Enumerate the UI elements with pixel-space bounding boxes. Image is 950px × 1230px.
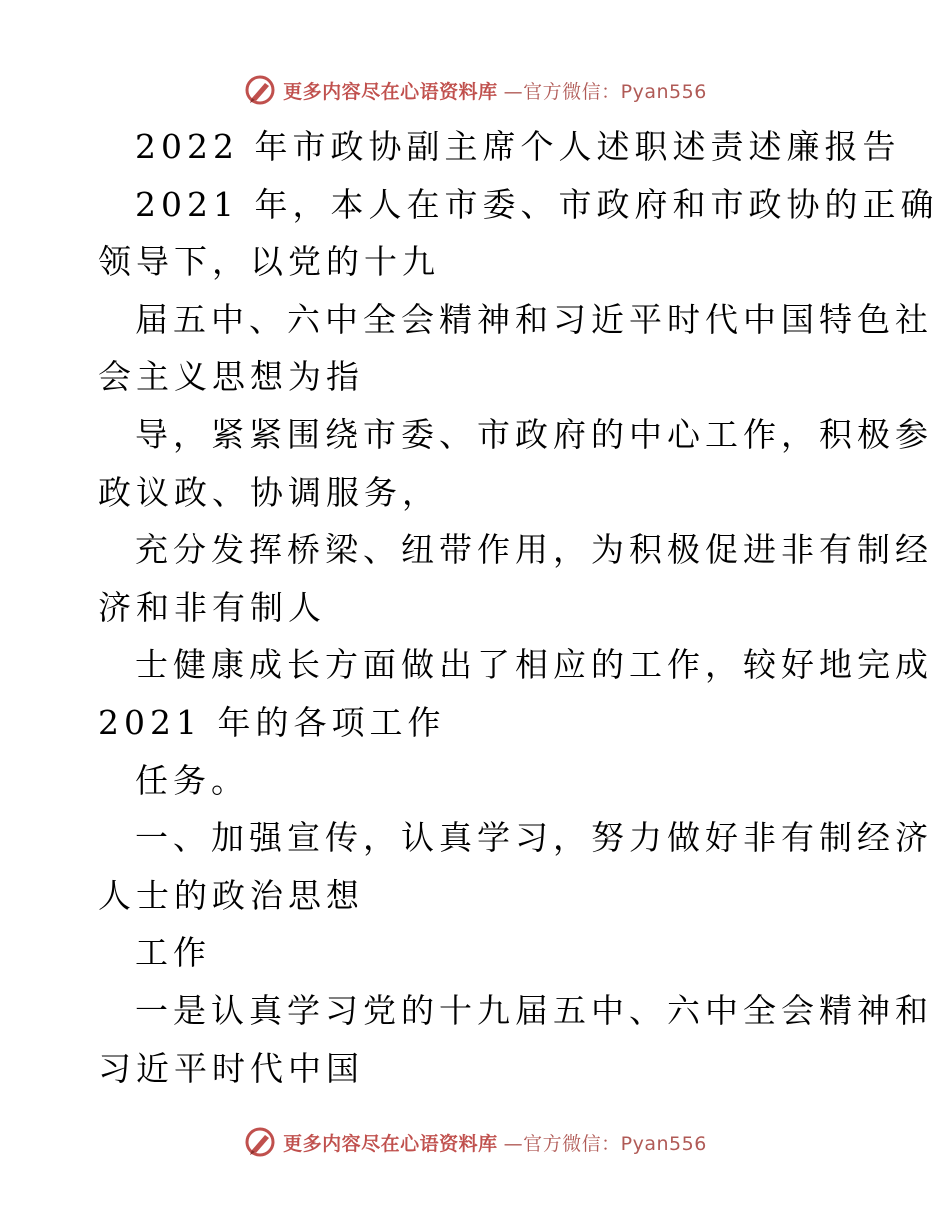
banner-sub-text: —官方微信：Pyan556 — [503, 1132, 707, 1155]
text-line: 士健康成长方面做出了相应的工作，较好地完成 — [135, 645, 933, 685]
document-body — [98, 118, 939, 1097]
text-line: 工作 — [135, 933, 211, 973]
text-line: 一是认真学习党的十九届五中、六中全会精神和 — [135, 990, 933, 1030]
section-heading: 一、加强宣传，认真学习，努力做好非有制经济 — [135, 818, 933, 858]
footer-banner — [0, 1122, 950, 1162]
text-line: 届五中、六中全会精神和习近平时代中国特色社 — [135, 299, 933, 339]
text-line: 习近平时代中国 — [98, 1048, 364, 1088]
banner-sub-text: —官方微信：Pyan556 — [503, 80, 707, 103]
pen-logo-icon — [243, 1125, 277, 1159]
text-line: 2021 年，本人在市委、市政府和市政协的正确 — [135, 184, 939, 224]
text-line: 政议政、协调服务， — [98, 472, 440, 512]
text-line: 人士的政治思想 — [98, 875, 364, 915]
banner-main-text: 更多内容尽在心语资料库 — [283, 1132, 498, 1155]
text-line: 济和非有制人 — [98, 587, 326, 627]
text-line: 导，紧紧围绕市委、市政府的中心工作，积极参 — [135, 414, 933, 454]
header-banner — [0, 70, 950, 110]
text-line: 领导下，以党的十九 — [98, 242, 440, 282]
text-line: 任务。 — [135, 760, 249, 800]
pen-logo-icon — [243, 73, 277, 107]
document-title: 2022 年市政协副主席个人述职述责述廉报告 — [135, 127, 901, 166]
text-line: 会主义思想为指 — [98, 357, 364, 397]
text-line: 充分发挥桥梁、纽带作用，为积极促进非有制经 — [135, 530, 933, 570]
text-line: 2021 年的各项工作 — [98, 702, 446, 742]
banner-main-text: 更多内容尽在心语资料库 — [283, 80, 498, 103]
